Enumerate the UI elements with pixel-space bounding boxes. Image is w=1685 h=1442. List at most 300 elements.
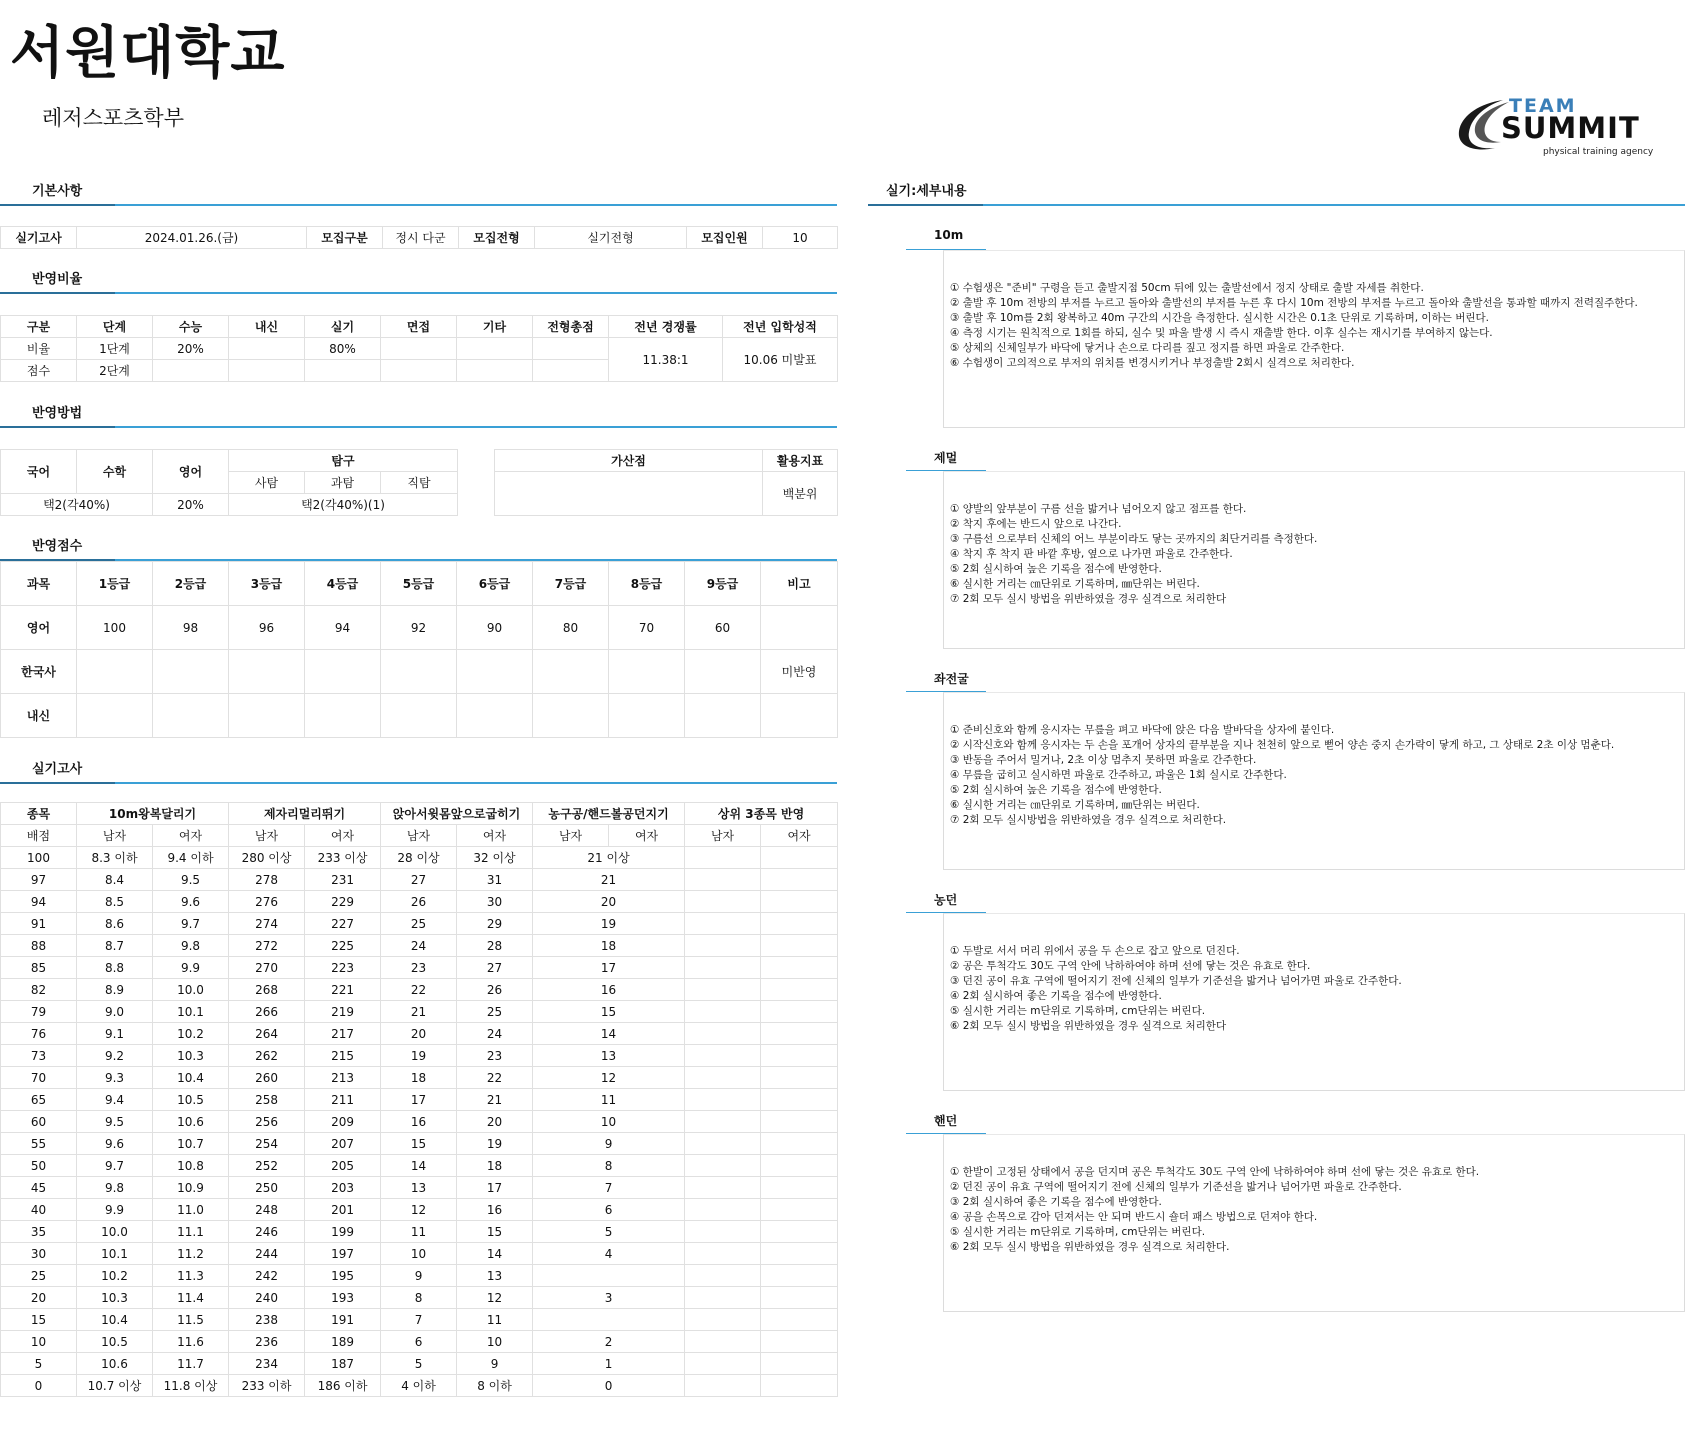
- practical-cell: 16: [457, 1199, 533, 1221]
- practical-cell: 9.7: [153, 913, 229, 935]
- bonus-value: [495, 472, 763, 516]
- ratio-cell: [533, 360, 609, 382]
- practical-event-header: 앉아서윗몸앞으로굽히기: [381, 803, 533, 825]
- detail-subheader: [906, 228, 986, 250]
- practical-cell: 14: [457, 1243, 533, 1265]
- practical-cell-throw: 0: [533, 1375, 685, 1397]
- practical-cell: 189: [305, 1331, 381, 1353]
- practical-cell-throw: [533, 1265, 685, 1287]
- practical-cell: 266: [229, 1001, 305, 1023]
- practical-cell-top3-m: [685, 913, 761, 935]
- practical-row: [1, 1067, 838, 1089]
- ratio-cell: 비율: [1, 338, 77, 360]
- practical-cell: 9.9: [153, 957, 229, 979]
- detail-line: ⑥ 실시한 거리는 ㎝단위로 기록하며, ㎜단위는 버린다.: [950, 799, 1200, 811]
- practical-cell: 12: [381, 1199, 457, 1221]
- practical-cell: 23: [457, 1045, 533, 1067]
- practical-cell: 9.0: [77, 1001, 153, 1023]
- section-ratio: [0, 264, 837, 294]
- practical-cell-throw: 20: [533, 891, 685, 913]
- practical-subheader: 여자: [153, 825, 229, 847]
- practical-cell: 233 이상: [305, 847, 381, 869]
- practical-cell-top3-f: [761, 869, 838, 891]
- practical-cell: 193: [305, 1287, 381, 1309]
- practical-cell: 15: [381, 1133, 457, 1155]
- score-cell: [609, 694, 685, 738]
- practical-cell-top3-f: [761, 1199, 838, 1221]
- practical-cell: 191: [305, 1309, 381, 1331]
- practical-cell-top3-f: [761, 1133, 838, 1155]
- score-cell: [153, 694, 229, 738]
- practical-cell: 17: [381, 1089, 457, 1111]
- detail-line: ⑦ 2회 모두 실시방법을 위반하였을 경우 실격으로 처리한다.: [950, 814, 1227, 826]
- practical-cell: 252: [229, 1155, 305, 1177]
- practical-cell: 8 이하: [457, 1375, 533, 1397]
- detail-line: ⑤ 2회 실시하여 높은 기록을 점수에 반영한다.: [950, 563, 1162, 575]
- practical-cell: 5: [381, 1353, 457, 1375]
- practical-cell: 82: [1, 979, 77, 1001]
- practical-row: [1, 1199, 838, 1221]
- ratio-cell: [153, 360, 229, 382]
- practical-row: [1, 891, 838, 913]
- practical-cell: 9.9: [77, 1199, 153, 1221]
- score-header: 8등급: [609, 562, 685, 606]
- ratio-header: 전년 경쟁률: [609, 316, 723, 338]
- practical-cell: 5: [1, 1353, 77, 1375]
- practical-cell-throw: 18: [533, 935, 685, 957]
- practical-cell: 11.8 이상: [153, 1375, 229, 1397]
- ratio-admission: 10.06 미발표: [723, 338, 838, 382]
- practical-cell: 10.9: [153, 1177, 229, 1199]
- practical-cell-top3-f: [761, 1221, 838, 1243]
- practical-subheader: 남자: [77, 825, 153, 847]
- practical-cell: 14: [381, 1155, 457, 1177]
- practical-cell: 11.0: [153, 1199, 229, 1221]
- practical-cell: 217: [305, 1023, 381, 1045]
- ratio-cell: [381, 338, 457, 360]
- practical-cell: 8.7: [77, 935, 153, 957]
- score-row: [1, 650, 838, 694]
- score-header-row: [1, 562, 838, 606]
- practical-cell: 219: [305, 1001, 381, 1023]
- practical-cell-top3-f: [761, 891, 838, 913]
- practical-cell: 264: [229, 1023, 305, 1045]
- practical-cell: 10.1: [77, 1243, 153, 1265]
- practical-cell: 250: [229, 1177, 305, 1199]
- method-h-jik: 직탐: [381, 472, 458, 494]
- practical-row: [1, 1089, 838, 1111]
- practical-cell: 221: [305, 979, 381, 1001]
- practical-subheader: 여자: [761, 825, 838, 847]
- practical-cell: 25: [1, 1265, 77, 1287]
- practical-row: [1, 1375, 838, 1397]
- detail-title: 농던: [934, 893, 958, 907]
- detail-line: ③ 출발 후 10m를 2회 왕복하고 40m 구간의 시간을 측정한다. 실시한 시간은 0.1초 단위로 기록하며, 이하는 버린다.: [950, 312, 1489, 324]
- practical-cell-top3-m: [685, 1155, 761, 1177]
- practical-cell: 35: [1, 1221, 77, 1243]
- score-header: 비고: [761, 562, 838, 606]
- score-cell: [77, 650, 153, 694]
- practical-cell-top3-m: [685, 1023, 761, 1045]
- score-cell: 100: [77, 606, 153, 650]
- method-h-eng: 영어: [153, 450, 229, 494]
- practical-table: [0, 802, 838, 1397]
- score-cell: 미반영: [761, 650, 838, 694]
- score-cell: 90: [457, 606, 533, 650]
- score-cell: [457, 694, 533, 738]
- practical-cell: 9.3: [77, 1067, 153, 1089]
- practical-cell: 10.2: [153, 1023, 229, 1045]
- practical-cell: 213: [305, 1067, 381, 1089]
- practical-cell-throw: 8: [533, 1155, 685, 1177]
- practical-cell: 199: [305, 1221, 381, 1243]
- practical-cell-top3-m: [685, 1287, 761, 1309]
- detail-line: ② 착지 후에는 반드시 앞으로 나간다.: [950, 518, 1122, 530]
- practical-cell: 254: [229, 1133, 305, 1155]
- practical-cell: 20: [457, 1111, 533, 1133]
- practical-cell: 10.6: [153, 1111, 229, 1133]
- practical-cell: 227: [305, 913, 381, 935]
- practical-cell: 22: [457, 1067, 533, 1089]
- practical-cell: 76: [1, 1023, 77, 1045]
- practical-cell: 236: [229, 1331, 305, 1353]
- practical-cell: 22: [381, 979, 457, 1001]
- practical-cell: 240: [229, 1287, 305, 1309]
- practical-row: [1, 979, 838, 1001]
- practical-cell-top3-m: [685, 1221, 761, 1243]
- practical-cell: 16: [381, 1111, 457, 1133]
- detail-line: ④ 2회 실시하여 좋은 기록을 점수에 반영한다.: [950, 990, 1162, 1002]
- ratio-cell: 점수: [1, 360, 77, 382]
- basic-recruit-num: 10: [763, 227, 838, 249]
- index-value: 백분위: [763, 472, 838, 516]
- practical-row: [1, 1309, 838, 1331]
- practical-cell-top3-m: [685, 1353, 761, 1375]
- practical-cell: 55: [1, 1133, 77, 1155]
- method-h-tamgu: 탐구: [229, 450, 458, 472]
- practical-cell-top3-f: [761, 1287, 838, 1309]
- practical-cell-top3-m: [685, 1001, 761, 1023]
- practical-row: [1, 1133, 838, 1155]
- detail-box: [943, 692, 1685, 870]
- ratio-competition: 11.38:1: [609, 338, 723, 382]
- ratio-header: 면접: [381, 316, 457, 338]
- practical-cell-top3-f: [761, 1309, 838, 1331]
- practical-cell: 8.6: [77, 913, 153, 935]
- practical-cell: 27: [381, 869, 457, 891]
- practical-cell-throw: 7: [533, 1177, 685, 1199]
- practical-cell: 215: [305, 1045, 381, 1067]
- practical-cell-throw: 9: [533, 1133, 685, 1155]
- practical-cell: 19: [381, 1045, 457, 1067]
- practical-cell: 6: [381, 1331, 457, 1353]
- practical-event-header: 상위 3종목 반영: [685, 803, 838, 825]
- score-table: [0, 561, 838, 738]
- practical-cell: 30: [457, 891, 533, 913]
- method-h-kor: 국어: [1, 450, 77, 494]
- method-h-math: 수학: [77, 450, 153, 494]
- practical-cell: 28: [457, 935, 533, 957]
- practical-event-header: 농구공/핸드볼공던지기: [533, 803, 685, 825]
- practical-cell-throw: 3: [533, 1287, 685, 1309]
- practical-cell: 260: [229, 1067, 305, 1089]
- practical-cell-top3-f: [761, 1023, 838, 1045]
- practical-cell-top3-m: [685, 979, 761, 1001]
- practical-cell: 10.5: [153, 1089, 229, 1111]
- practical-row: [1, 1001, 838, 1023]
- score-cell: [229, 650, 305, 694]
- practical-cell: 18: [381, 1067, 457, 1089]
- ratio-cell: [305, 360, 381, 382]
- practical-cell: 10.4: [77, 1309, 153, 1331]
- detail-line: ② 던진 공이 유효 구역에 떨어지기 전에 신체의 일부가 기준선을 밟거나 넘어가면 파울로 간주한다.: [950, 1181, 1402, 1193]
- score-header: 9등급: [685, 562, 761, 606]
- practical-cell-top3-m: [685, 1265, 761, 1287]
- detail-title: 제멀: [934, 451, 958, 465]
- practical-cell: 10.3: [77, 1287, 153, 1309]
- practical-row: [1, 1353, 838, 1375]
- practical-cell: 207: [305, 1133, 381, 1155]
- ratio-cell: 80%: [305, 338, 381, 360]
- method-h-sa: 사탐: [229, 472, 305, 494]
- practical-cell: 278: [229, 869, 305, 891]
- detail-line: ③ 반동을 주어서 밀거나, 2초 이상 멈추지 못하면 파울로 간주한다.: [950, 754, 1257, 766]
- detail-subheader: [906, 670, 986, 692]
- ratio-cell: [229, 338, 305, 360]
- practical-cell: 11.3: [153, 1265, 229, 1287]
- practical-cell: 9.6: [77, 1133, 153, 1155]
- practical-cell: 11: [457, 1309, 533, 1331]
- practical-cell-top3-m: [685, 1309, 761, 1331]
- practical-cell: 9.5: [153, 869, 229, 891]
- practical-row: [1, 1177, 838, 1199]
- practical-cell: 246: [229, 1221, 305, 1243]
- practical-cell-top3-f: [761, 1067, 838, 1089]
- practical-cell: 238: [229, 1309, 305, 1331]
- practical-cell: 8.8: [77, 957, 153, 979]
- practical-row: [1, 1331, 838, 1353]
- detail-line: ② 시작신호와 함께 응시자는 두 손을 포개어 상자의 끝부분을 지나 천천히 앞으로 뻗어 양손 중지 손가락이 닿게 하고, 그 상태로 2초 이상 멈춘다.: [950, 739, 1615, 751]
- practical-cell-throw: 12: [533, 1067, 685, 1089]
- practical-cell: 30: [1, 1243, 77, 1265]
- ratio-cell: [229, 360, 305, 382]
- practical-cell-top3-m: [685, 1177, 761, 1199]
- practical-cell: 18: [457, 1155, 533, 1177]
- score-cell: 80: [533, 606, 609, 650]
- practical-cell: 11.1: [153, 1221, 229, 1243]
- practical-cell: 10.4: [153, 1067, 229, 1089]
- practical-subheader: 여자: [457, 825, 533, 847]
- practical-cell: 85: [1, 957, 77, 979]
- score-row: [1, 606, 838, 650]
- score-cell: 한국사: [1, 650, 77, 694]
- practical-cell-top3-m: [685, 1375, 761, 1397]
- practical-cell: 9.8: [77, 1177, 153, 1199]
- section-method-label: 반영방법: [32, 406, 83, 421]
- practical-cell-throw: 19: [533, 913, 685, 935]
- practical-cell: 10: [1, 1331, 77, 1353]
- detail-subheader: [906, 1112, 986, 1134]
- practical-cell: 11.7: [153, 1353, 229, 1375]
- section-score-label: 반영점수: [32, 539, 83, 554]
- practical-cell: 8: [381, 1287, 457, 1309]
- ratio-table: [0, 315, 838, 382]
- practical-cell: 223: [305, 957, 381, 979]
- department-subtitle: 레저스포츠학부: [42, 106, 185, 130]
- practical-cell-throw: 5: [533, 1221, 685, 1243]
- section-score: [0, 531, 837, 561]
- ratio-cell: 20%: [153, 338, 229, 360]
- practical-cell: 13: [381, 1177, 457, 1199]
- section-practical: [0, 754, 837, 784]
- practical-cell: 248: [229, 1199, 305, 1221]
- practical-cell-throw: 15: [533, 1001, 685, 1023]
- detail-line: ⑦ 2회 모두 실시 방법을 위반하였을 경우 실격으로 처리한다: [950, 593, 1227, 605]
- logo-sub-text: physical training agency: [1543, 147, 1654, 157]
- practical-cell-throw: [533, 1309, 685, 1331]
- score-cell: 98: [153, 606, 229, 650]
- logo-team-text: TEAM: [1509, 95, 1577, 117]
- practical-cell-top3-m: [685, 1045, 761, 1067]
- practical-cell: 8.5: [77, 891, 153, 913]
- practical-subheader: 여자: [305, 825, 381, 847]
- detail-box: [943, 1134, 1685, 1312]
- detail-line: ③ 구름선 으로부터 신체의 어느 부분이라도 닿는 곳까지의 최단거리를 측정한다.: [950, 533, 1318, 545]
- ratio-cell: 2단계: [77, 360, 153, 382]
- practical-cell: 9: [457, 1353, 533, 1375]
- practical-subheader: 남자: [685, 825, 761, 847]
- practical-cell: 9.7: [77, 1155, 153, 1177]
- detail-title: 10m: [934, 228, 964, 242]
- practical-cell-top3-f: [761, 1331, 838, 1353]
- practical-cell-top3-f: [761, 1375, 838, 1397]
- practical-cell: 25: [381, 913, 457, 935]
- practical-cell: 10.0: [77, 1221, 153, 1243]
- practical-cell-top3-f: [761, 1111, 838, 1133]
- practical-cell-top3-f: [761, 1353, 838, 1375]
- score-cell: [761, 606, 838, 650]
- basic-recruit-type: 정시 다군: [383, 227, 459, 249]
- practical-cell: 10.6: [77, 1353, 153, 1375]
- practical-row: [1, 1243, 838, 1265]
- score-cell: 60: [685, 606, 761, 650]
- basic-exam-label: 실기고사: [1, 227, 77, 249]
- practical-cell: 244: [229, 1243, 305, 1265]
- index-header: 활용지표: [763, 450, 838, 472]
- practical-cell: 65: [1, 1089, 77, 1111]
- practical-cell-top3-m: [685, 1111, 761, 1133]
- score-cell: [381, 650, 457, 694]
- practical-cell: 270: [229, 957, 305, 979]
- practical-cell: 50: [1, 1155, 77, 1177]
- practical-cell: 29: [457, 913, 533, 935]
- practical-cell: 201: [305, 1199, 381, 1221]
- ratio-header: 내신: [229, 316, 305, 338]
- section-ratio-label: 반영비율: [32, 272, 83, 287]
- practical-cell-throw: 10: [533, 1111, 685, 1133]
- practical-cell: 9.2: [77, 1045, 153, 1067]
- score-cell: [761, 694, 838, 738]
- method-h-gwa: 과탐: [305, 472, 381, 494]
- practical-row: [1, 1221, 838, 1243]
- practical-cell: 280 이상: [229, 847, 305, 869]
- practical-row: [1, 1265, 838, 1287]
- detail-line: ⑤ 실시한 거리는 m단위로 기록하며, cm단위는 버린다.: [950, 1226, 1206, 1238]
- practical-cell-throw: 2: [533, 1331, 685, 1353]
- method-table: [0, 449, 458, 516]
- detail-box: [943, 250, 1685, 428]
- score-cell: 92: [381, 606, 457, 650]
- score-header: 2등급: [153, 562, 229, 606]
- practical-cell: 21: [457, 1089, 533, 1111]
- practical-cell-throw: 6: [533, 1199, 685, 1221]
- practical-cell-top3-m: [685, 935, 761, 957]
- practical-cell-top3-m: [685, 957, 761, 979]
- basic-recruit-form-label: 모집전형: [459, 227, 535, 249]
- practical-cell: 20: [1, 1287, 77, 1309]
- practical-cell: 31: [457, 869, 533, 891]
- practical-cell: 10.8: [153, 1155, 229, 1177]
- ratio-cell: [533, 338, 609, 360]
- practical-cell: 256: [229, 1111, 305, 1133]
- ratio-cell: [457, 360, 533, 382]
- score-cell: [229, 694, 305, 738]
- practical-cell-top3-f: [761, 1089, 838, 1111]
- score-header: 7등급: [533, 562, 609, 606]
- ratio-cell: [381, 360, 457, 382]
- practical-event-header: 종목: [1, 803, 77, 825]
- practical-subheader: 남자: [381, 825, 457, 847]
- detail-subheader: [906, 891, 986, 913]
- score-cell: [609, 650, 685, 694]
- practical-cell: 27: [457, 957, 533, 979]
- practical-cell-top3-f: [761, 979, 838, 1001]
- practical-cell: 276: [229, 891, 305, 913]
- practical-header-row: [1, 803, 838, 825]
- detail-subheader: [906, 449, 986, 471]
- section-detail-label: 실기:세부내용: [886, 184, 967, 199]
- practical-cell: 209: [305, 1111, 381, 1133]
- detail-box: [943, 913, 1685, 1091]
- ratio-header: 기타: [457, 316, 533, 338]
- practical-cell-throw: 11: [533, 1089, 685, 1111]
- score-header: 5등급: [381, 562, 457, 606]
- practical-cell-throw: 14: [533, 1023, 685, 1045]
- practical-cell: 21: [381, 1001, 457, 1023]
- score-cell: [533, 694, 609, 738]
- practical-cell: 9.4 이하: [153, 847, 229, 869]
- practical-cell: 24: [381, 935, 457, 957]
- method-v-tamgu: 택2(각40%)(1): [229, 494, 458, 516]
- practical-cell: 7: [381, 1309, 457, 1331]
- detail-line: ⑥ 2회 모두 실시 방법을 위반하였을 경우 실격으로 처리한다: [950, 1020, 1227, 1032]
- practical-cell: 10.7: [153, 1133, 229, 1155]
- detail-line: ① 준비신호와 함께 응시자는 무릎을 펴고 바닥에 앉은 다음 발바닥을 상자에 붙인다.: [950, 724, 1335, 736]
- practical-cell: 274: [229, 913, 305, 935]
- practical-cell: 11.6: [153, 1331, 229, 1353]
- practical-cell: 17: [457, 1177, 533, 1199]
- practical-cell: 0: [1, 1375, 77, 1397]
- practical-row: [1, 913, 838, 935]
- detail-line: ① 두발로 서서 머리 위에서 공을 두 손으로 잡고 앞으로 던진다.: [950, 945, 1240, 957]
- practical-cell: 225: [305, 935, 381, 957]
- detail-line: ④ 무릎을 굽히고 실시하면 파울로 간주하고, 파울은 1회 실시로 간주한다.: [950, 769, 1287, 781]
- practical-cell: 11.4: [153, 1287, 229, 1309]
- detail-line: ③ 2회 실시하여 좋은 기록을 점수에 반영한다.: [950, 1196, 1162, 1208]
- practical-cell-top3-f: [761, 935, 838, 957]
- practical-cell: 9.5: [77, 1111, 153, 1133]
- practical-cell: 23: [381, 957, 457, 979]
